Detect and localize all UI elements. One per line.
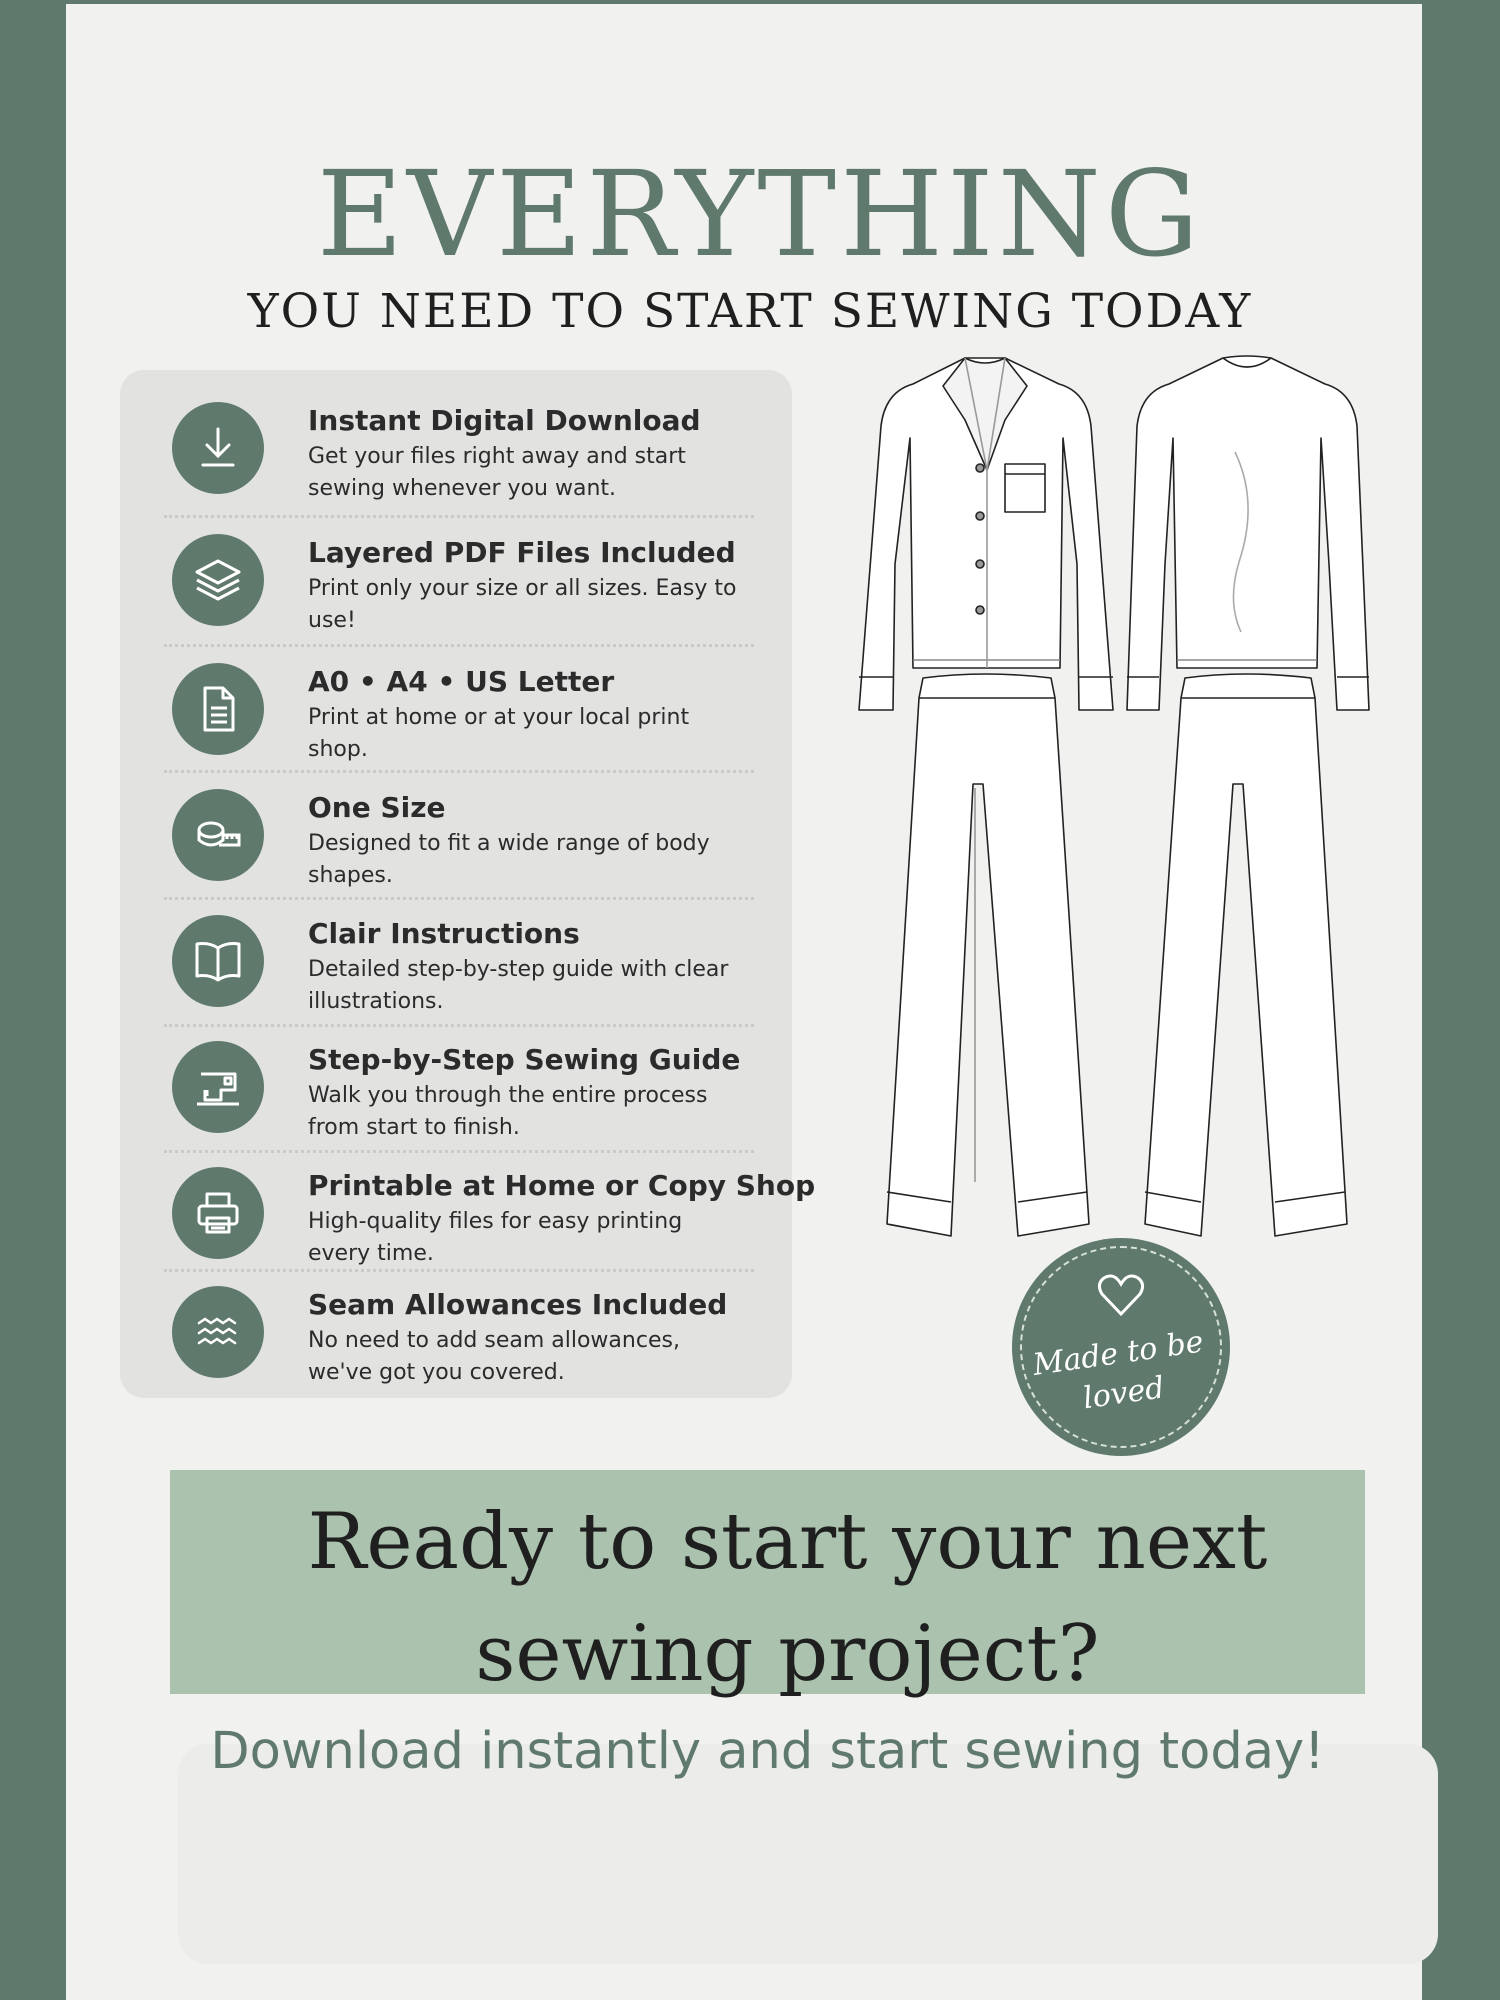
feature-title: Printable at Home or Copy Shop: [308, 1169, 816, 1202]
feature-item: [120, 1139, 816, 1266]
sewing-machine-icon: [172, 1041, 264, 1133]
cta-headline: Ready to start your next sewing project?: [307, 1497, 1268, 1699]
heart-icon: [1096, 1272, 1146, 1318]
download-icon: [172, 402, 264, 494]
feature-title: Instant Digital Download: [308, 404, 701, 437]
feature-description: Walk you through the entire process from start to finish.: [308, 1083, 708, 1140]
pajama-illustration: [855, 352, 1370, 1247]
feature-title: One Size: [308, 791, 446, 824]
cta-subtext: Download instantly and start sewing today!: [210, 1722, 1325, 1781]
feature-description: No need to add seam allowances, we've got you covered.: [308, 1328, 680, 1385]
feature-description: Designed to fit a wide range of body shapes.: [308, 831, 710, 888]
feature-description: Detailed step-by-step guide with clear illustrations.: [308, 957, 729, 1014]
feature-item: [120, 506, 792, 632]
feature-title: Clair Instructions: [308, 917, 580, 950]
feature-title: Seam Allowances Included: [308, 1288, 728, 1321]
feature-description: Get your files right away and start sewing whenever you want.: [308, 444, 686, 501]
printer-icon: [172, 1167, 264, 1259]
document-icon: [172, 663, 264, 755]
made-to-be-loved-badge: [1012, 1238, 1230, 1456]
cta-banner: [170, 1470, 1365, 1699]
feature-description: High-quality files for easy printing every time.: [308, 1209, 683, 1266]
feature-item: [120, 635, 792, 761]
feature-description: Print at home or at your local print shop.: [308, 705, 690, 762]
feature-title: Layered PDF Files Included: [308, 536, 736, 569]
feature-item: [120, 761, 792, 887]
badge-text: Made to be loved: [1030, 1324, 1206, 1417]
feature-item: [120, 1258, 792, 1384]
page-subtitle: YOU NEED TO START SEWING TODAY: [247, 284, 1253, 339]
feature-item: [120, 374, 792, 500]
seam-icon: [172, 1286, 264, 1378]
feature-title: A0 • A4 • US Letter: [308, 665, 615, 698]
feature-item: [120, 887, 792, 1013]
tape-measure-icon: [172, 789, 264, 881]
features-panel: [120, 370, 816, 1398]
feature-title: Step-by-Step Sewing Guide: [308, 1043, 741, 1076]
feature-item: [120, 1013, 792, 1139]
book-icon: [172, 915, 264, 1007]
layers-icon: [172, 534, 264, 626]
feature-description: Print only your size or all sizes. Easy to use!: [308, 576, 737, 633]
page-title: EVERYTHING: [316, 145, 1204, 283]
